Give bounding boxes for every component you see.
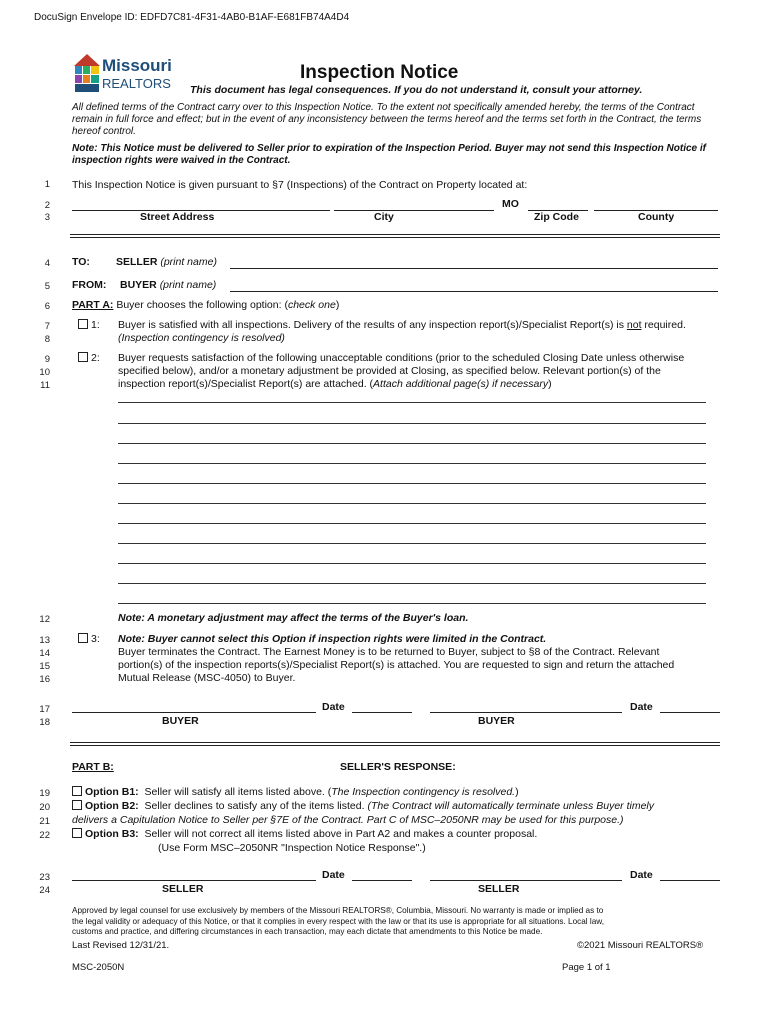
line-number: 14 [39,648,50,659]
date-label: Date [630,701,653,713]
checkbox-icon [78,352,88,362]
note-loan: Note: A monetary adjustment may affect the terms of the Buyer's loan. [118,612,469,624]
writein-line[interactable] [118,483,706,484]
zip-field[interactable] [528,198,588,211]
writein-line[interactable] [118,402,706,403]
writein-line[interactable] [118,423,706,424]
line-number: 1 [44,179,50,190]
option-b3[interactable]: Option B3: Seller will not correct all items listed above in Part A2 and makes a counter proposal. [72,828,537,840]
writein-line[interactable] [118,583,706,584]
line-number: 7 [44,321,50,332]
option-3-note: Note: Buyer cannot select this Option if inspection rights were limited in the Contract. [118,633,547,645]
line-number: 3 [44,212,50,223]
legal-footer: Approved by legal counsel for use exclusively by members of the Missouri REALTORS®, Columbia, Missouri. No warranty is made or implied as to the legal validity or adequacy of this Notice, or that it complies in every respect with the law or that its use is appropriate for all situations. Local law, customs and practice, and differing circumstances in each transaction, may each dictate that amendments to this Notice be made. [72,906,604,936]
line-number: 9 [44,354,50,365]
option-2-line1: Buyer requests satisfaction of the following unacceptable conditions (prior to the scheduled Closing Date unless otherwise [118,352,685,364]
line-number: 21 [39,816,50,827]
option-3-line1: Buyer terminates the Contract. The Earnest Money is to be returned to Buyer, subject to §8 of the Contract. Relevant [118,646,660,658]
intro-paragraph: All defined terms of the Contract carry over to this Inspection Notice. To the extent not specifically amended hereby, the terms of the Contract remain in full force and effect; but in the event of any inconsistency between the terms hereof and the terms set forth in the Contract, the terms hereof control. [72,102,702,137]
buyer1-signature-field[interactable] [72,700,316,713]
line-number: 15 [39,661,50,672]
to-label: TO: [72,256,90,268]
buyer-role: BUYER [162,715,199,727]
line-number: 11 [40,380,50,391]
city-field[interactable] [334,198,494,211]
buyer2-signature-field[interactable] [430,700,622,713]
checkbox-icon [72,828,82,838]
line-number: 23 [39,872,50,883]
from-label: FROM: [72,279,107,291]
from-party: BUYER (print name) [120,279,217,291]
street-address-field[interactable] [72,198,330,211]
seller1-signature-field[interactable] [72,868,316,881]
to-party: SELLER (print name) [116,256,217,268]
date-label: Date [322,701,345,713]
writein-line[interactable] [118,603,706,604]
option-2-line2: specified below), and/or a monetary adjustment be provided at Closing, as specified below. Relevant portion(s) of the [118,365,661,377]
option-b2[interactable]: Option B2: Seller declines to satisfy any of the items listed. (The Contract will automatically terminate unless Buyer timely [72,800,654,812]
line-number: 6 [44,301,50,312]
option-b3-sub: (Use Form MSC–2050NR "Inspection Notice Response".) [158,842,426,854]
option-1-checkbox[interactable]: 1: [78,319,100,331]
divider [70,234,720,238]
line-number: 2 [44,200,50,211]
missouri-realtors-logo [72,52,182,98]
part-a-heading: PART A: Buyer chooses the following option: (check one) [72,299,340,311]
seller2-date-field[interactable] [660,868,720,881]
county-field[interactable] [594,198,718,211]
checkbox-icon [78,633,88,643]
buyer2-date-field[interactable] [660,700,720,713]
line-number: 24 [39,885,50,896]
line-number: 4 [44,258,50,269]
option-b2-hint: delivers a Capitulation Notice to Seller per §7E of the Contract. Part C of MSC–2050NR may be used for this purpose.) [72,814,624,826]
line-number: 8 [44,334,50,345]
line-number: 5 [44,281,50,292]
option-1-sub: (Inspection contingency is resolved) [118,332,285,344]
label-zip: Zip Code [534,211,579,223]
line-number: 17 [39,704,50,715]
logo-line2: REALTORS [102,76,171,91]
line-number: 19 [39,788,50,799]
label-city: City [374,211,394,223]
writein-line[interactable] [118,463,706,464]
date-label: Date [322,869,345,881]
property-intro: This Inspection Notice is given pursuant to §7 (Inspections) of the Contract on Property located at: [72,179,528,191]
writein-line[interactable] [118,443,706,444]
buyer-name-field[interactable] [230,279,718,292]
option-b1[interactable]: Option B1: Seller will satisfy all items listed above. (The Inspection contingency is resolved.) [72,786,519,798]
option-1-text: Buyer is satisfied with all inspections. Delivery of the results of any inspection report(s)/Specialist Report(s) is not required. [118,319,686,331]
form-number: MSC-2050N [72,962,125,973]
label-street: Street Address [140,211,215,223]
subtitle: This document has legal consequences. If you do not understand it, consult your attorney. [190,84,643,96]
line-number: 16 [39,674,50,685]
option-2-checkbox[interactable]: 2: [78,352,100,364]
date-label: Date [630,869,653,881]
buyer1-date-field[interactable] [352,700,412,713]
seller-role: SELLER [162,883,204,895]
seller2-signature-field[interactable] [430,868,622,881]
line-number: 22 [39,830,50,841]
logo-line1: Missouri [102,56,172,75]
checkbox-icon [72,786,82,796]
checkbox-icon [78,319,88,329]
page-title: Inspection Notice [300,62,459,83]
divider [70,742,720,746]
house-logo-icon [72,52,102,96]
writein-line[interactable] [118,563,706,564]
buyer-role: BUYER [478,715,515,727]
option-2-line3: inspection report(s)/Specialist Report(s) are attached. (Attach additional page(s) if necessary) [118,378,552,390]
writein-line[interactable] [118,523,706,524]
line-number: 13 [39,635,50,646]
option-3-line2: portion(s) of the inspection reports(s)/Specialist Report(s) is attached. You are requested to sign and return the attached [118,659,675,671]
writein-line[interactable] [118,543,706,544]
checkbox-icon [72,800,82,810]
option-3-line3: Mutual Release (MSC-4050) to Buyer. [118,672,296,684]
last-revised: Last Revised 12/31/21. [72,940,170,951]
part-b-label: PART B: [72,761,114,773]
label-county: County [638,211,675,223]
writein-line[interactable] [118,503,706,504]
option-3-checkbox[interactable]: 3: [78,633,100,645]
copyright: ©2021 Missouri REALTORS® [577,940,704,951]
note-top: Note: This Notice must be delivered to Seller prior to expiration of the Inspection Period. Buyer may not send this Inspection Notice if inspection rights were waived in the Contract. [72,143,706,166]
line-number: 18 [39,717,50,728]
part-b-title: SELLER'S RESPONSE: [340,761,456,773]
line-number: 20 [39,802,50,813]
line-number: 10 [39,367,50,378]
page-number: Page 1 of 1 [562,962,611,973]
seller-name-field[interactable] [230,256,718,269]
envelope-id: DocuSign Envelope ID: EDFD7C81-4F31-4AB0-B1AF-E681FB74A4D4 [34,12,350,23]
seller-role: SELLER [478,883,520,895]
line-number: 12 [39,614,50,625]
seller1-date-field[interactable] [352,868,412,881]
state-mo: MO [502,198,519,210]
